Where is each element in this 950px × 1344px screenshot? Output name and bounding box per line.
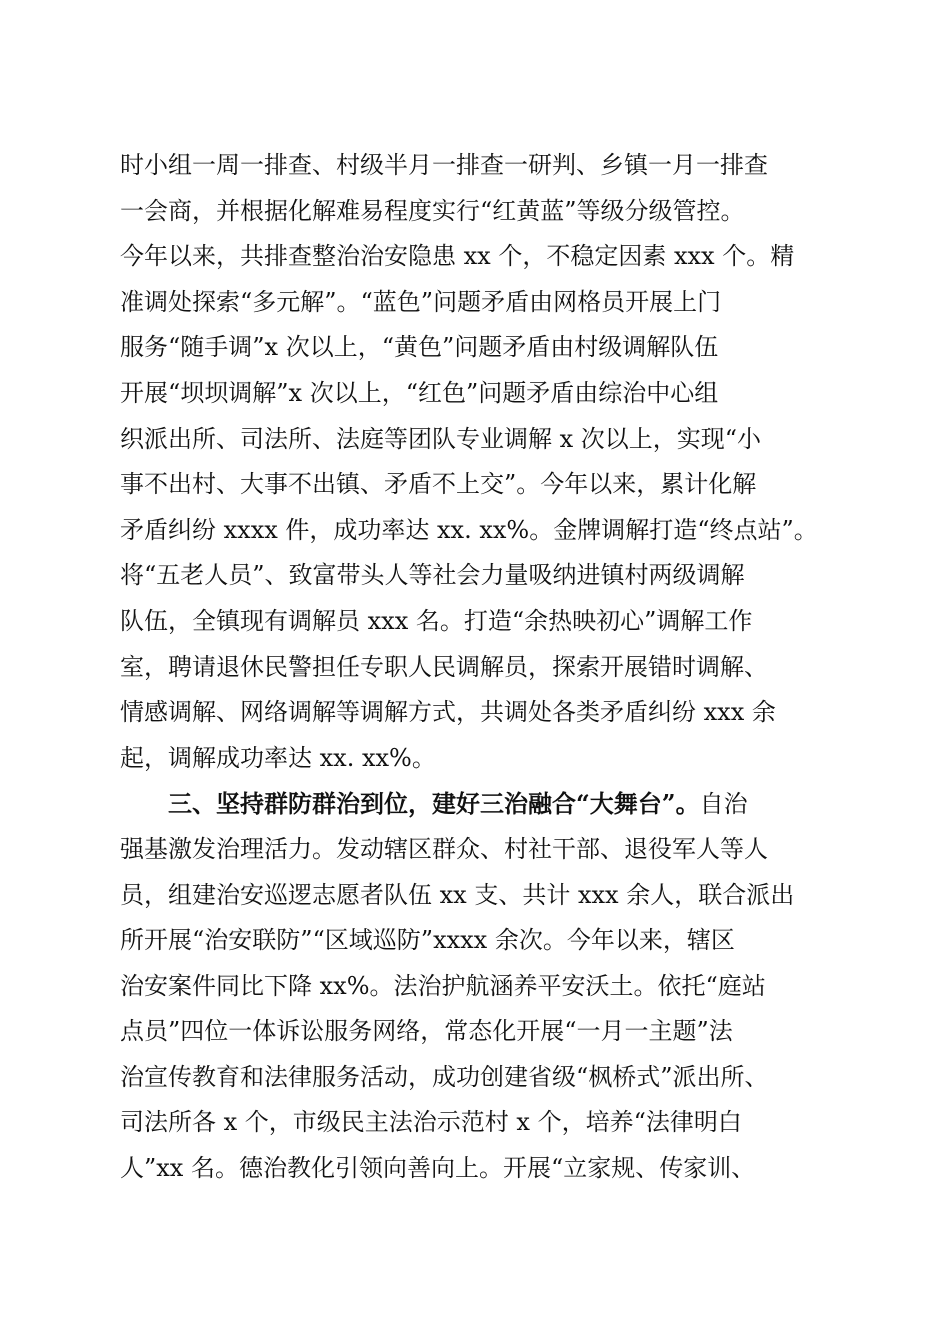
paragraph-line: 员，组建治安巡逻志愿者队伍 xx 支、共计 xxx 余人，联合派出 [120, 880, 795, 909]
paragraph-line: 治宣传教育和法律服务活动，成功创建省级“枫桥式”派出所、 [120, 1062, 769, 1091]
paragraph-line: 点员”四位一体诉讼服务网络，常态化开展“一月一主题”法 [120, 1017, 733, 1046]
document-body [120, 143, 840, 1192]
paragraph-line: 开展“坝坝调解”x 次以上，“红色”问题矛盾由综治中心组 [120, 378, 719, 407]
paragraph-line: 今年以来，共排查整治治安隐患 xx 个，不稳定因素 xxx 个。精 [120, 242, 795, 271]
paragraph-line: 室，聘请退休民警担任专职人民调解员，探索开展错时调解、 [120, 652, 768, 681]
paragraph-line: 矛盾纠纷 xxxx 件，成功率达 xx. xx%。金牌调解打造“终点站”。 [120, 515, 818, 544]
paragraph-line: 织派出所、司法所、法庭等团队专业调解 x 次以上，实现“小 [120, 424, 762, 453]
paragraph-line: 情感调解、网络调解等调解方式，共调处各类矛盾纠纷 xxx 余 [120, 698, 776, 727]
paragraph-line: 起，调解成功率达 xx. xx%。 [120, 743, 436, 772]
section-heading: 三、坚持群防群治到位，建好三治融合“大舞台”。 [168, 789, 700, 819]
paragraph-line: 所开展“治安联防”“区域巡防”xxxx 余次。今年以来，辖区 [120, 926, 735, 955]
paragraph-line: 治安案件同比下降 xx%。法治护航涵养平安沃土。依托“庭站 [120, 971, 766, 1000]
paragraph-line: 时小组一周一排查、村级半月一排查一研判、乡镇一月一排查 [120, 151, 768, 179]
paragraph-line: 准调处探索“多元解”。“蓝色”问题矛盾由网格员开展上门 [120, 287, 722, 316]
section-heading-line [120, 781, 840, 827]
paragraph-line: 将“五老人员”、致富带头人等社会力量吸纳进镇村两级调解 [120, 561, 745, 590]
paragraph-line: 一会商，并根据化解难易程度实行“红黄蓝”等级分级管控。 [120, 196, 745, 225]
paragraph-line: 司法所各 x 个，市级民主法治示范村 x 个，培养“法律明白 [120, 1108, 742, 1137]
paragraph-line: 强基激发治理活力。发动辖区群众、村社干部、退役军人等人 [120, 834, 768, 863]
paragraph-line: 人”xx 名。德治教化引领向善向上。开展“立家规、传家训、 [120, 1154, 756, 1183]
paragraph-line: 服务“随手调”x 次以上，“黄色”问题矛盾由村级调解队伍 [120, 333, 719, 362]
section-heading-rest: 自治 [699, 790, 748, 819]
paragraph-line: 队伍，全镇现有调解员 xxx 名。打造“余热映初心”调解工作 [120, 606, 753, 635]
paragraph-line: 事不出村、大事不出镇、矛盾不上交”。今年以来，累计化解 [120, 470, 757, 499]
